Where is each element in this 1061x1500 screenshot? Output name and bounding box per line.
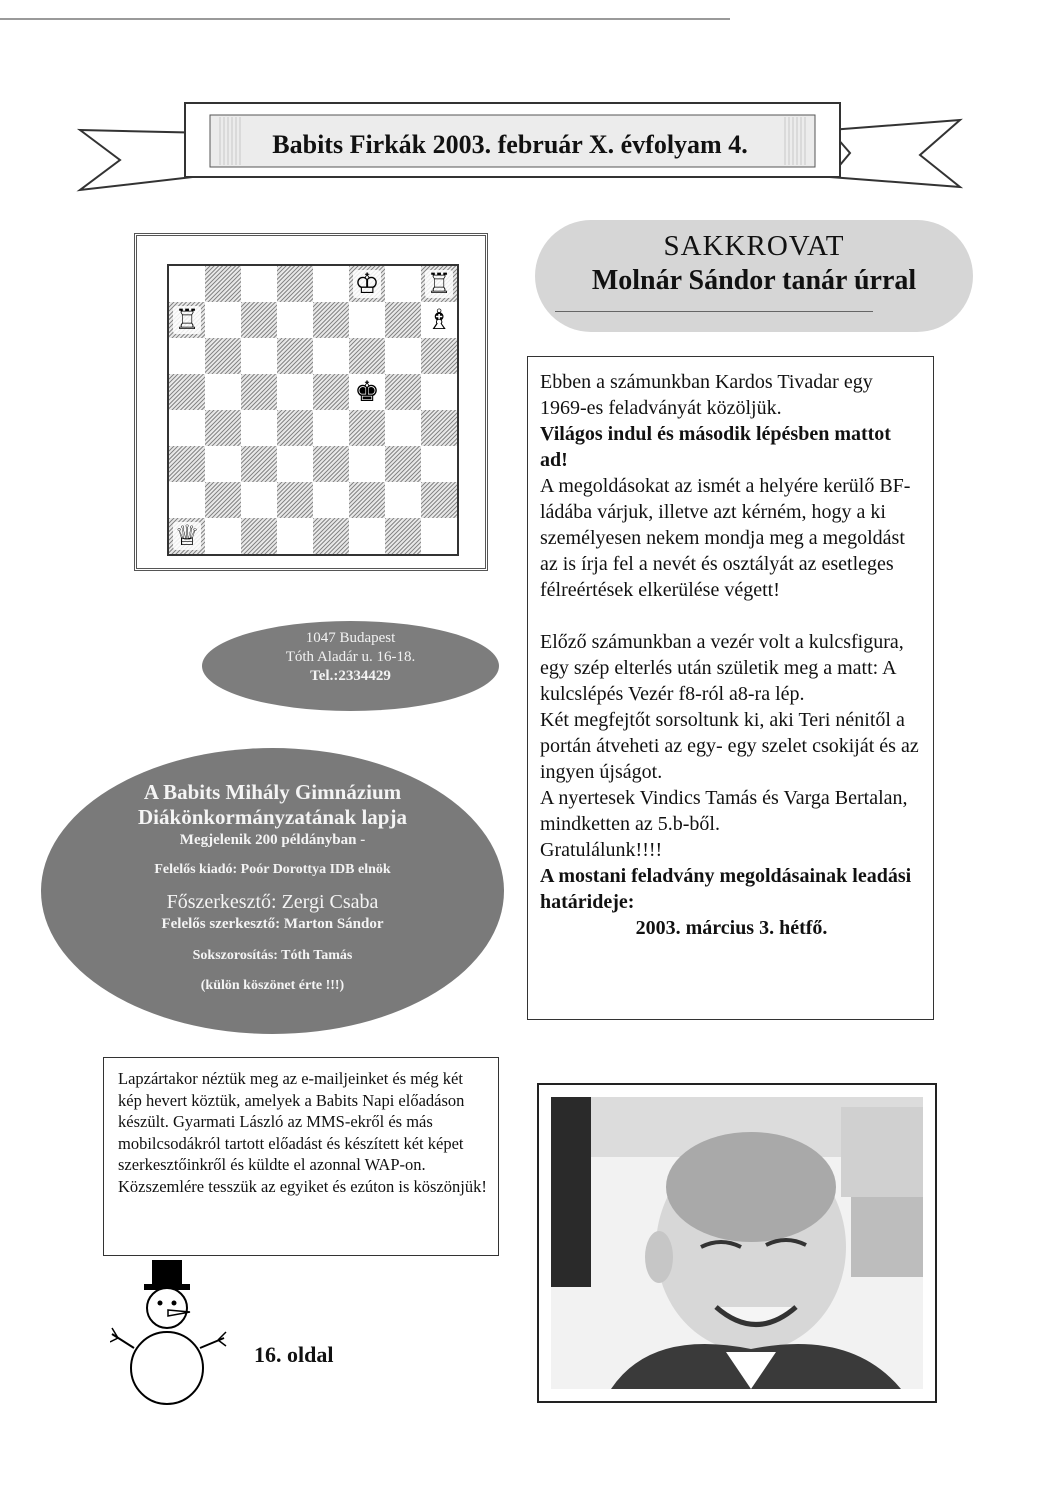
board-square: [205, 482, 241, 518]
article-paragraph: A nyertesek Vindics Tamás és Varga Bertalan, mindketten az 5.b-ből.: [540, 787, 908, 835]
board-square: [277, 266, 313, 302]
board-square: [421, 338, 457, 374]
board-square: [205, 410, 241, 446]
thanks-note: (külön köszönet érte !!!): [200, 978, 345, 993]
article-task: Világos indul és második lépésben mattot ad!: [540, 423, 891, 471]
board-square: [169, 518, 205, 554]
address-street: Tóth Aladár u. 16-18.: [285, 649, 416, 665]
news-box: Lapzártakor néztük meg az e-mailjeinket és még két kép hevert köztük, amelyek a Babits Napi előadáson készült. Gyarmati László az MMS-ekről és más mobilcsodákról tartott előadást és készített két képet szerkesztőinkről és küldte el azonnal WAP-on. Közszemlére tesszük az egyiket és ezúton is köszönjük!: [103, 1057, 499, 1256]
board-square: [421, 518, 457, 554]
snowman-icon: [110, 1258, 230, 1418]
chess-piece-icon: ♗: [426, 303, 452, 336]
address-phone: Tel.:2334429: [310, 668, 391, 684]
chess-diagram: [134, 233, 488, 571]
board-square: [349, 446, 385, 482]
board-square: [349, 518, 385, 554]
board-square: [349, 266, 385, 302]
chess-article: [527, 356, 934, 1020]
board-square: [421, 302, 457, 338]
publisher: Felelős kiadó: Poór Dorottya IDB elnök: [154, 862, 391, 877]
board-square: [349, 302, 385, 338]
board-square: [349, 338, 385, 374]
top-rule: [0, 18, 730, 20]
board-square: [241, 302, 277, 338]
board-square: [277, 446, 313, 482]
board-square: [349, 410, 385, 446]
chess-piece-icon: ♔: [354, 267, 380, 300]
board-square: [241, 410, 277, 446]
photo: [537, 1083, 937, 1403]
chess-piece-icon: ♕: [174, 519, 200, 552]
board-square: [277, 518, 313, 554]
article-paragraph: Előző számunkban a vezér volt a kulcsfigura, egy szép elterlés után születik meg a matt: A kulcslépés Vezér f8-ról a8-ra lép.: [540, 631, 904, 705]
print-run: Megjelenik 200 példányban -: [179, 832, 366, 848]
chess-piece-icon: ♚: [354, 375, 380, 408]
board-square: [385, 482, 421, 518]
board-square: [277, 374, 313, 410]
address-badge: [202, 621, 499, 711]
board-square: [241, 518, 277, 554]
board-square: [277, 302, 313, 338]
board-square: [421, 446, 457, 482]
chess-board: [167, 264, 459, 556]
responsible-editor: Felelős szerkesztő: Marton Sándor: [161, 916, 384, 932]
board-square: [169, 482, 205, 518]
column-subtitle: Molnár Sándor tanár úrral: [591, 265, 917, 296]
board-square: [313, 446, 349, 482]
board-square: [169, 410, 205, 446]
board-square: [313, 410, 349, 446]
article-paragraph: Ebben a számunkban Kardos Tivadar egy 1969-es feladványát közöljük.: [540, 371, 873, 419]
board-square: [313, 518, 349, 554]
address-city: 1047 Budapest: [305, 630, 396, 646]
chess-column-header: [535, 220, 973, 332]
board-square: [241, 482, 277, 518]
board-square: [169, 374, 205, 410]
board-square: [205, 374, 241, 410]
board-square: [205, 446, 241, 482]
chess-piece-icon: ♖: [174, 303, 200, 336]
board-square: [385, 302, 421, 338]
board-square: [277, 338, 313, 374]
board-square: [385, 446, 421, 482]
board-square: [385, 374, 421, 410]
paper-description: Diákönkormányzatának lapja: [138, 805, 407, 829]
board-square: [385, 518, 421, 554]
board-square: [349, 374, 385, 410]
laughing-student-photo: [551, 1097, 923, 1389]
article-deadline-label: A mostani feladvány megoldásainak leadási határideje:: [540, 865, 912, 913]
copying: Sokszorosítás: Tóth Tamás: [192, 948, 353, 963]
board-square: [169, 302, 205, 338]
board-square: [205, 338, 241, 374]
header-underline: [555, 311, 873, 312]
board-square: [277, 482, 313, 518]
board-square: [241, 266, 277, 302]
board-square: [277, 410, 313, 446]
school-name: A Babits Mihály Gimnázium: [143, 780, 402, 804]
board-square: [385, 410, 421, 446]
board-square: [241, 338, 277, 374]
board-square: [313, 338, 349, 374]
board-square: [205, 518, 241, 554]
board-square: [241, 374, 277, 410]
article-paragraph: A megoldásokat az ismét a helyére kerülő BF-ládába várjuk, illetve azt kérném, hogy a ki személyesen nekem mondja meg a megoldást az is írja fel a nevét és osztályát az esetleges félreértések elkerülése végett!: [540, 475, 911, 601]
board-square: [313, 266, 349, 302]
board-square: [169, 266, 205, 302]
board-square: [313, 374, 349, 410]
board-square: [421, 266, 457, 302]
board-square: [385, 266, 421, 302]
board-square: [313, 482, 349, 518]
article-paragraph: Két megfejtőt sorsoltunk ki, aki Teri nénitől a portán átveheti az egy- egy szelet csokiját és az ingyen újságot.: [540, 709, 919, 783]
board-square: [421, 410, 457, 446]
board-square: [241, 446, 277, 482]
board-square: [169, 338, 205, 374]
newspaper-title: Babits Firkák 2003. február X. évfolyam 4.: [272, 130, 748, 159]
column-title: SAKKROVAT: [663, 230, 845, 262]
masthead-ellipse: [41, 748, 504, 1034]
board-square: [169, 446, 205, 482]
page-number: 16. oldal: [254, 1342, 334, 1367]
editor-in-chief: Főszerkesztő: Zergi Csaba: [166, 891, 379, 913]
board-square: [421, 374, 457, 410]
board-square: [205, 266, 241, 302]
board-square: [313, 302, 349, 338]
article-deadline: 2003. március 3. hétfő.: [635, 917, 828, 939]
board-square: [385, 338, 421, 374]
chess-piece-icon: ♖: [426, 267, 452, 300]
board-square: [205, 302, 241, 338]
board-square: [349, 482, 385, 518]
article-paragraph: Gratulálunk!!!!: [540, 839, 663, 861]
board-square: [421, 482, 457, 518]
